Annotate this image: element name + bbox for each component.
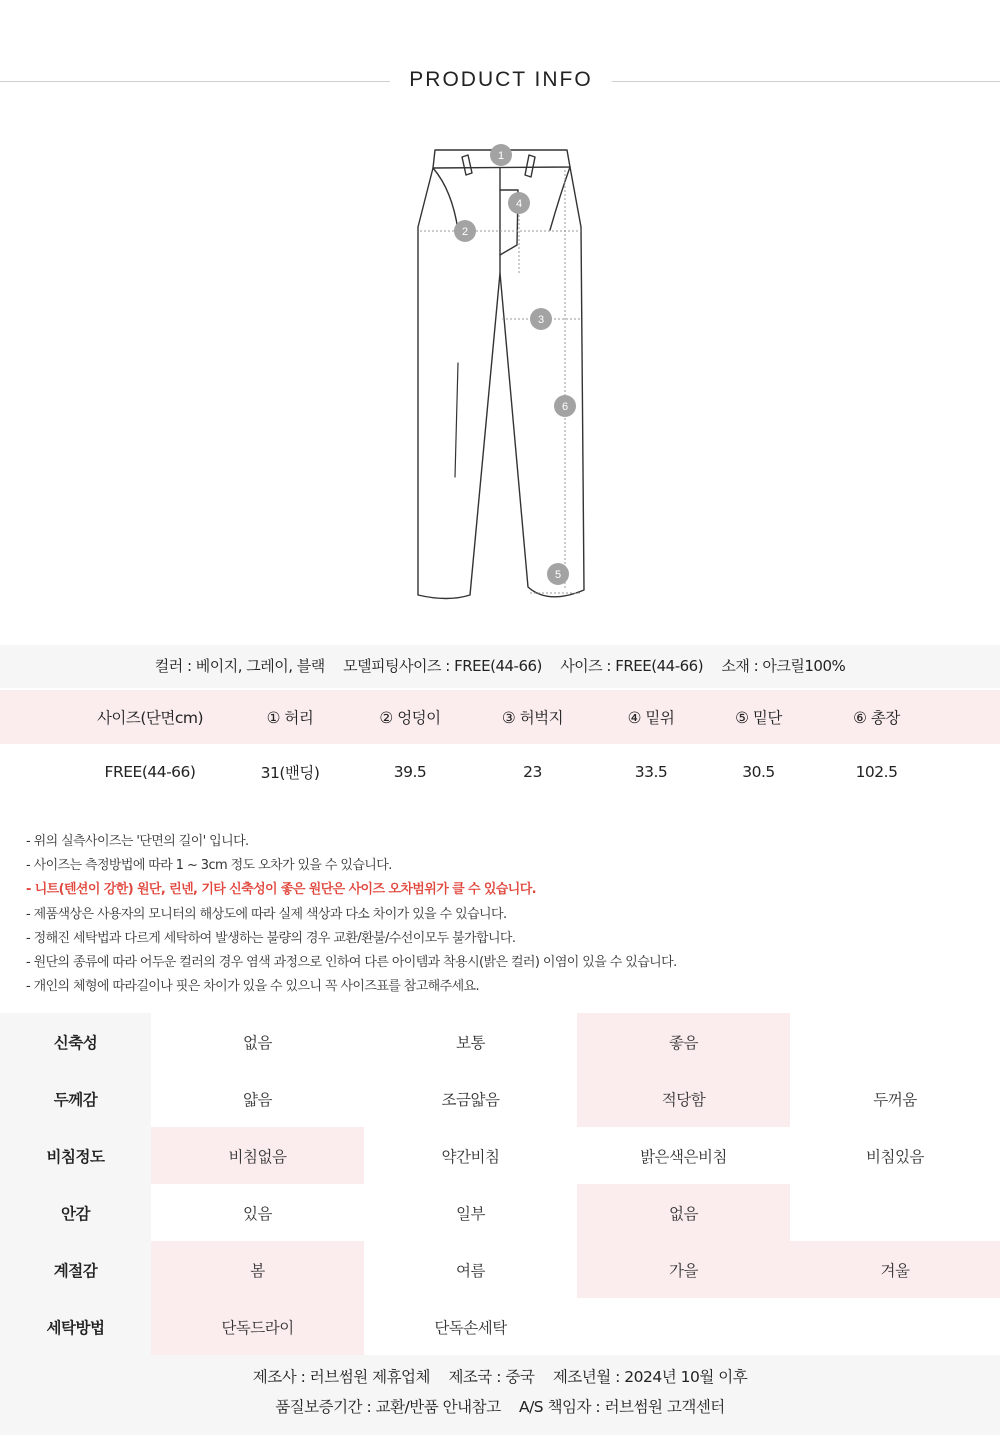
attr-option: 겨울 bbox=[790, 1241, 1000, 1298]
note-item: - 사이즈는 측정방법에 따라 1 ~ 3cm 정도 오차가 있을 수 있습니다. bbox=[26, 858, 392, 874]
attr-label: 두께감 bbox=[0, 1070, 151, 1127]
marker-2 bbox=[454, 220, 476, 242]
attr-row-thickness bbox=[0, 1070, 1000, 1127]
footer-country: 제조국 : 중국 bbox=[448, 1368, 535, 1386]
attr-option: 있음 bbox=[243, 1204, 272, 1223]
note-item-warning: - 니트(텐션이 강한) 원단, 린넨, 기타 신축성이 좋은 원단은 사이즈 오차범위가 클 수 있습니다. bbox=[26, 882, 537, 898]
crease-line bbox=[455, 363, 458, 477]
fabric-attribute-table bbox=[0, 1013, 1000, 1355]
footer-line bbox=[0, 1362, 1000, 1392]
svg-text:3: 3 bbox=[537, 314, 545, 326]
attr-option: 적당함 bbox=[577, 1070, 790, 1127]
attr-option: 비침있음 bbox=[866, 1147, 924, 1166]
footer-manufacturer: 제조사 : 러브썸원 제휴업체 bbox=[252, 1368, 430, 1386]
size-header-hip: ② 엉덩이 bbox=[379, 709, 441, 727]
size-header-hem: ⑤ 밑단 bbox=[735, 709, 782, 727]
pants-outline bbox=[418, 167, 584, 599]
attr-option: 밝은색은비침 bbox=[640, 1147, 727, 1166]
attr-label: 세탁방법 bbox=[0, 1298, 151, 1355]
size-header-rise: ④ 밑위 bbox=[627, 709, 675, 727]
attr-row-lining bbox=[0, 1184, 1000, 1241]
note-item: - 정해진 세탁법과 다르게 세탁하여 발생하는 불량의 경우 교환/환불/수선이모두 불가합니다. bbox=[26, 930, 516, 946]
attr-option: 일부 bbox=[456, 1204, 485, 1223]
marker-5 bbox=[547, 563, 569, 585]
attr-label: 신축성 bbox=[0, 1013, 151, 1070]
attr-row-stretch bbox=[0, 1013, 1000, 1070]
size-header-thigh: ③ 허벅지 bbox=[501, 709, 564, 727]
attr-option: 봄 bbox=[151, 1241, 364, 1298]
size-value-hip: 39.5 bbox=[393, 763, 427, 781]
info-material: 소재 : 아크릴100% bbox=[721, 657, 846, 675]
pocket-left bbox=[433, 168, 458, 230]
marker-1 bbox=[490, 144, 512, 166]
size-table-header bbox=[0, 690, 1000, 744]
attr-label: 비침정도 bbox=[0, 1127, 151, 1184]
note-item: - 제품색상은 사용자의 모니터의 해상도에 따라 실제 색상과 다소 차이가 있을 수 있습니다. bbox=[26, 906, 507, 922]
note-item: - 개인의 체형에 따라길이나 핏은 차이가 있을 수 있으니 꼭 사이즈표를 참고해주세요. bbox=[26, 979, 480, 995]
attr-row-washing bbox=[0, 1298, 1000, 1355]
attr-row-transparency bbox=[0, 1127, 1000, 1184]
size-header-label: 사이즈(단면cm) bbox=[96, 709, 204, 727]
size-notes bbox=[26, 830, 986, 999]
section-title: PRODUCT INFO bbox=[409, 68, 593, 91]
attr-option: 가을 bbox=[577, 1241, 790, 1298]
footer-line bbox=[0, 1392, 1000, 1422]
attr-option: 비침없음 bbox=[151, 1127, 364, 1184]
marker-4 bbox=[508, 192, 530, 214]
attr-row-season bbox=[0, 1241, 1000, 1298]
attr-option: 없음 bbox=[577, 1184, 790, 1241]
attr-option: 단독손세탁 bbox=[434, 1318, 507, 1337]
svg-text:4: 4 bbox=[515, 198, 523, 210]
header-divider-right bbox=[612, 81, 1000, 82]
pants-measurement-diagram bbox=[400, 135, 600, 610]
attr-option bbox=[790, 1184, 1000, 1241]
attr-option: 두꺼움 bbox=[873, 1090, 917, 1109]
attr-label: 계절감 bbox=[0, 1241, 151, 1298]
attr-option: 보통 bbox=[456, 1033, 485, 1052]
size-header-length: ⑥ 총장 bbox=[853, 709, 900, 727]
header-divider-left bbox=[0, 81, 390, 82]
pocket-right bbox=[550, 167, 570, 230]
size-table-row bbox=[0, 744, 1000, 800]
belt-loop-left bbox=[462, 155, 472, 175]
footer-warranty: 품질보증기간 : 교환/반품 안내참고 bbox=[275, 1398, 501, 1416]
attr-option: 좋음 bbox=[577, 1013, 790, 1070]
attr-option bbox=[577, 1298, 790, 1355]
info-color: 컬러 : 베이지, 그레이, 블랙 bbox=[154, 657, 325, 675]
manufacturer-info bbox=[0, 1355, 1000, 1435]
info-model-size: 모델피팅사이즈 : FREE(44-66) bbox=[343, 657, 542, 675]
size-value-waist: 31(밴딩) bbox=[260, 764, 320, 782]
attr-option bbox=[790, 1013, 1000, 1070]
attr-option: 조금얇음 bbox=[441, 1090, 500, 1109]
belt-loop-right bbox=[525, 155, 535, 177]
attr-option: 단독드라이 bbox=[151, 1298, 364, 1355]
footer-as: A/S 책임자 : 러브썸원 고객센터 bbox=[518, 1398, 725, 1416]
attr-option: 여름 bbox=[456, 1261, 485, 1280]
size-value-label: FREE(44-66) bbox=[104, 763, 196, 781]
svg-text:5: 5 bbox=[554, 569, 562, 581]
svg-text:1: 1 bbox=[497, 150, 505, 162]
svg-text:6: 6 bbox=[561, 401, 569, 413]
size-value-length: 102.5 bbox=[855, 763, 898, 781]
note-item: - 위의 실측사이즈는 '단면의 길이' 입니다. bbox=[26, 834, 249, 849]
attr-label: 안감 bbox=[0, 1184, 151, 1241]
size-header-waist: ① 허리 bbox=[266, 709, 314, 727]
note-item: - 원단의 종류에 따라 어두운 컬러의 경우 염색 과정으로 인하여 다른 아이템과 착용시(밝은 컬러) 이염이 있을 수 있습니다. bbox=[26, 955, 677, 971]
attr-option bbox=[790, 1298, 1000, 1355]
attr-option: 없음 bbox=[243, 1033, 272, 1052]
product-info-header bbox=[0, 60, 1000, 104]
info-size: 사이즈 : FREE(44-66) bbox=[560, 657, 704, 675]
svg-text:2: 2 bbox=[461, 226, 469, 238]
footer-date: 제조년월 : 2024년 10월 이후 bbox=[552, 1368, 748, 1386]
marker-6 bbox=[554, 395, 576, 417]
size-value-rise: 33.5 bbox=[634, 763, 668, 781]
size-value-hem: 30.5 bbox=[742, 763, 775, 781]
product-info-bar bbox=[0, 645, 1000, 688]
size-value-thigh: 23 bbox=[523, 763, 542, 781]
marker-3 bbox=[530, 308, 552, 330]
attr-option: 얇음 bbox=[243, 1090, 272, 1109]
attr-option: 약간비침 bbox=[441, 1147, 500, 1166]
